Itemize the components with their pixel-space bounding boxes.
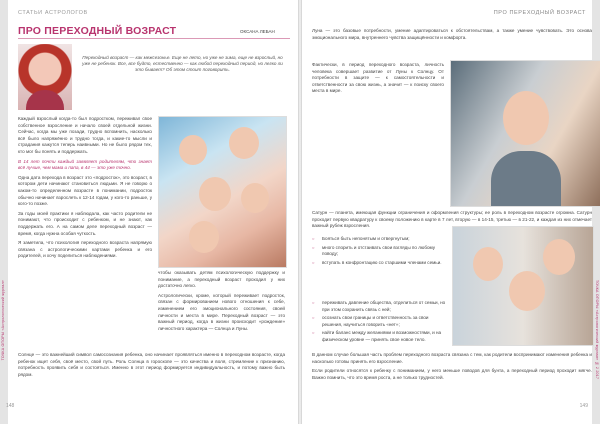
list-item: ○ осознать свои границы и ответственность за свои решения, научиться говорить «нет»;	[312, 315, 446, 328]
left-side-strip	[0, 0, 8, 424]
paragraph: Сатурн — планета, имеющая функции ограничения и оформления структуры; ее роль в переходном возрасте огромна. Сатурн проходит первую квадратуру к своему положению в карте в 7 лет, вторую — в 14-15, третью — в 21-22, и каждая из них отмечает важный рубеж взросления.	[312, 210, 592, 229]
list-item: ○ Бояться быть непонятым и отвергнутым;	[312, 236, 446, 243]
left-page	[0, 0, 298, 424]
paragraph: Я заметила, что психология переходного возраста напрямую связана с астрологическими картами ребенка и его родителей, и хочу поделиться наблюдениями.	[18, 240, 152, 259]
right-side-text: ТОЧКА ОПОРЫ «Астрологический журнал» № 2 2017	[595, 280, 599, 380]
page-number: 148	[6, 403, 15, 409]
paragraph: Солнце — это важнейший символ самосознания ребенка, оно начинает проявляться именно в переходном возрасте, когда ребенок ищет себя, своё место, свой путь. Роль Солнца в гороскопе — это качества и воля, стремление к признанию, потребность проявить себя и состояться. Именно в этот период формируется индивидуальность, и потому важно быть рядом.	[18, 352, 285, 377]
author-photo	[18, 44, 72, 110]
paragraph: Каждый взрослый когда-то был подростком, переживал свое собственное взросление и начало своей отдельной жизни. Сейчас, когда мы уже позади, трудно вспомнить, насколько всё было напряжённо и трудно тогда, и какие-то мысли и страдания кажутся теперь наивными. Но не было рядом тех, кто мог бы понять и поддержать.	[18, 116, 152, 154]
list-item: ○ вступать в конфронтацию со старшими членами семьи.	[312, 260, 446, 267]
paragraph: Одна дата перехода в возраст это «подросток», это возраст, в котором дети начинают становиться людьми. Я не говорю о каком-то определенном возрасте в понимании, подросток обычно начинает взрослеть к 12-14 годам, у кого-то раньше, у кого-то позже.	[18, 174, 152, 207]
page-number: 149	[579, 403, 588, 409]
author-name: ОКСАНА ЛЕБАН	[240, 29, 275, 34]
paragraph: За годы моей практики я наблюдала, как часто родители не понимают, что происходит с ребенком, и не знают, как поддержать его. А на самом деле переходный возраст — время, когда нужна особая чуткость.	[18, 210, 152, 236]
list-item: ○ много спорить и отстаивать свои взгляды по любому поводу;	[312, 245, 446, 258]
left-side-text: ТОЧКА ОПОРЫ «Астрологический журнал»	[1, 280, 5, 361]
list-item: ○ переживать давление общества, отделиться от семьи, но при этом сохранить связь с ней;	[312, 300, 446, 313]
family-photo	[452, 226, 594, 346]
article-title: ПРО ПЕРЕХОДНЫЙ ВОЗРАСТ	[18, 25, 177, 37]
teenagers-photo	[158, 116, 287, 268]
paragraph: чтобы оказывать детям психологическую поддержку и понимание, а переходный возраст проходил у них достаточно легко.	[158, 270, 285, 289]
paragraph: Луна — это базовые потребности, умение адаптироваться к обстоятельствам, а также умение чувствовать. Это основа эмоционального мира, внутреннего чувства защищённости и комфорта.	[312, 28, 592, 40]
right-top-paragraph	[312, 28, 592, 44]
paragraph: Если родители относятся к ребенку с пониманием, у него меньше поводов для бунта, а переходный период проходит мягче. Важно помнить, что это время роста, а не только трудностей.	[312, 368, 592, 380]
paragraph: В данном случае большая часть проблем переходного возраста связана с тем, как родители воспринимают изменения ребенка и насколько готовы принять его взросление.	[312, 352, 592, 364]
teen-boy-photo	[450, 60, 600, 207]
right-rubric-label: ПРО ПЕРЕХОДНЫЙ ВОЗРАСТ	[493, 10, 586, 16]
left-bottom-text	[18, 352, 285, 381]
rubric-label: СТАТЬИ АСТРОЛОГОВ	[18, 10, 88, 16]
highlight-paragraph: В 14 лет почти каждый заявляет родителям, что знает всё лучше, чем мама и папа, в 44 — это уже точно.	[18, 158, 152, 171]
left-column-1	[18, 116, 152, 263]
list-item: ○ найти баланс между желаниями и возможностями, и на физическом уровне — принять свое новое тело.	[312, 330, 446, 343]
right-column-1	[312, 62, 444, 98]
left-column-2	[158, 270, 285, 335]
right-bottom-text	[312, 352, 592, 384]
paragraph: Астрологически, кроме, который переживает подросток, связан с формированием нового отношения к себе, изменением его эмоционального состояния, своей личности и места в мире. Переходный возраст — это важный период, когда в жизни происходит «рождение» личностного характера — Солнца и Луны.	[158, 292, 285, 331]
bullet-list-left	[312, 236, 446, 268]
bullet-list-right	[312, 300, 446, 346]
article-intro: Переходный возраст — как межсезонье. Еще не лето, но уже не зима, еще не взрослый, но уже не ребенок. Все, все будто, естественно — как любой переходный период, но легко ли это бывает? Об этом стоит поговорить.	[82, 55, 283, 73]
paragraph: Фактически, в период переходного возраста, личность человека совершает развитие от Луны к Солнцу. От потребности в защите — к самостоятельности и ответственности за свою жизнь, а значит — к поиску своего места в мире.	[312, 62, 444, 94]
right-page	[302, 0, 600, 424]
title-divider	[18, 38, 290, 39]
